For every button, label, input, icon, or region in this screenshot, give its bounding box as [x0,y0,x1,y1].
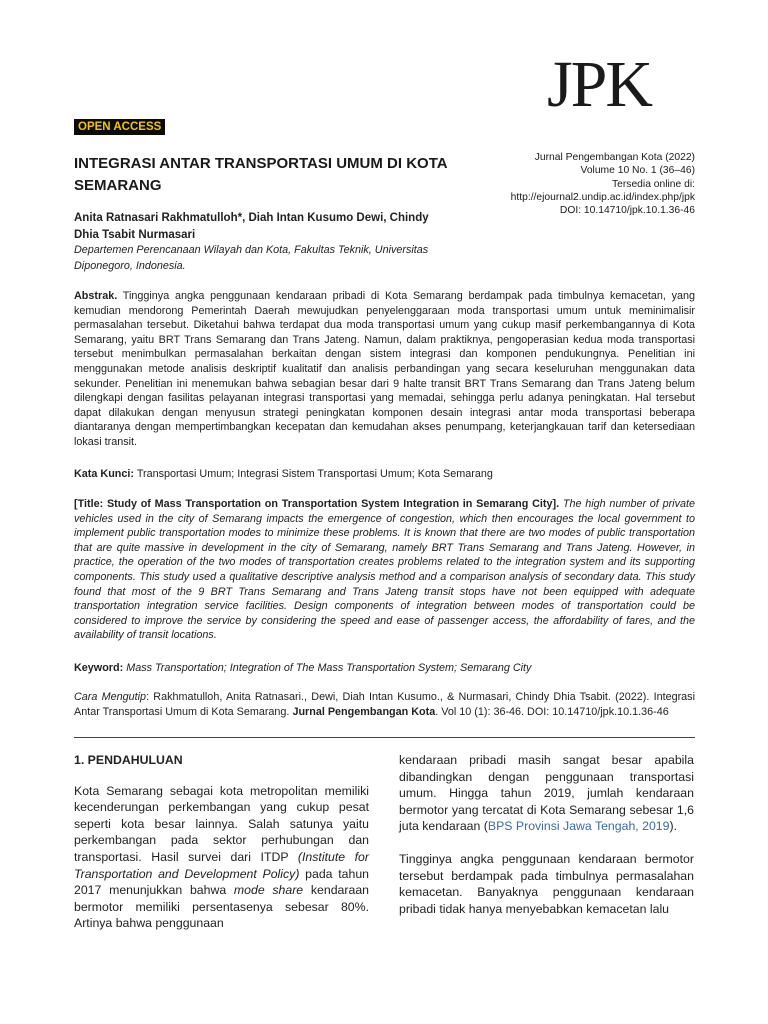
citation-text-2: . Vol 10 (1): 36-46. DOI: 10.14710/jpk.10.1.36-46 [435,705,669,718]
english-title: [Title: Study of Mass Transportation on Transportation System Integration in Semarang City]. [74,498,560,510]
journal-logo: JPK [547,48,652,121]
citation-journal: Jurnal Pengembangan Kota [292,705,436,718]
keyword-label: Keyword: [74,662,124,674]
divider [74,737,695,738]
kata-kunci [74,467,695,482]
journal-volume: Volume 10 No. 1 (36–46) [580,165,695,177]
intro-text: pada tahun 2017 menunjukkan bahwa [74,866,369,898]
intro-text: kendaraan bermotor memiliki persentasenya sebesar 80%. Artinya bahwa penggunaan [74,883,369,931]
intro-text: Kota Semarang sebagai kota metropolitan memiliki kecenderungan perkembangan yang cukup pesat seperti kota besar lainnya. Salah satunya yaitu perkembangan pada sektor perhubungan dan transportasi. Hasil survei dari ITDP [74,783,369,864]
journal-url-link[interactable]: http://ejournal2.undip.ac.id/index.php/jpk [510,191,695,203]
intro-paragraph-1 [74,783,369,932]
citation-label: Cara Mengutip [74,691,147,703]
bps-citation-link[interactable]: BPS Provinsi Jawa Tengah, 2019 [487,819,670,834]
kata-kunci-label: Kata Kunci: [74,468,134,480]
right-column [399,752,694,917]
english-abstract-text: The high number of private vehicles used in the city of Semarang impacts the emergence of congestion, which then encourages the local government to implement public transportation modes to minimize these problems. It is known that there are two modes of public transportation that are quite massive in development in the city of Semarang, namely BRT Trans Semarang and Trans Jateng. However, in practice, the operation of the two modes of transportation creates problems related to the integration system and its supporting components. This study used a qualitative descriptive analysis method and a comparison analysis of secondary data. This study found that most of the 9 BRT Trans Semarang and Trans Jateng transit stops have not been equipped with adequate transportation integration service facilities. Design components of integration between modes of transportation could be considered to improve the service by considering the speed and ease of passenger access, the affordability of fares, and the availability of transit locations. [74,498,695,642]
paper-title: INTEGRASI ANTAR TRANSPORTASI UMUM DI KOTA SEMARANG [74,155,448,194]
intro-text: kendaraan pribadi masih sangat besar apabila dibandingkan dengan penggunaan transportasi umum. Hingga tahun 2019, jumlah kendaraan bermotor yang tercatat di Kota Semarang sebesar 1,6 juta kendaraan ( [399,753,694,834]
affiliation: Departemen Perencanaan Wilayah dan Kota, Fakultas Teknik, Universitas Diponegoro, Indonesia. [74,244,429,272]
intro-text: ). [669,819,677,834]
abstract-label: Abstrak. [74,290,118,302]
journal-info [435,151,695,217]
intro-paragraph-1-cont [399,752,694,835]
keyword [74,661,695,676]
section-heading: 1. PENDAHULUAN [74,753,183,767]
open-access-badge: OPEN ACCESS [74,119,165,135]
abstract [74,289,695,450]
citation [74,690,695,719]
journal-doi[interactable]: DOI: 10.14710/jpk.10.1.36-46 [559,205,695,217]
left-column [74,752,369,932]
keyword-text: Mass Transportation; Integration of The Mass Transportation System; Semarang City [126,662,532,674]
itdp-expansion: (Institute for Transportation and Development Policy) [74,849,369,881]
author-list: Anita Ratnasari Rakhmatulloh*, Diah Intan Kusumo Dewi, Chindy Dhia Tsabit Nurmasari [74,212,429,241]
citation-text-1: : Rakhmatulloh, Anita Ratnasari., Dewi, Diah Intan Kusumo., & Nurmasari, Chindy Dhia Tsabit. (2022). Integrasi Antar Transportasi Umum di Kota Semarang. [74,691,695,718]
journal-online-label: Tersedia online di: [612,178,695,190]
kata-kunci-text: Transportasi Umum; Integrasi Sistem Transportasi Umum; Kota Semarang [136,468,493,480]
mode-share-term: mode share [233,883,304,898]
intro-paragraph-2: Tingginya angka penggunaan kendaraan bermotor tersebut berdampak pada timbulnya permasalahan kemacetan. Banyaknya penggunaan kendaraan pribadi tidak hanya menyebabkan kemacetan lalu [399,851,694,916]
journal-name: Jurnal Pengembangan Kota (2022) [534,152,695,163]
abstract-text: Tingginya angka penggunaan kendaraan pribadi di Kota Semarang berdampak pada timbulnya kemacetan, yang kemudian mendorong Pemerintah Daerah mewujudkan penyelenggaraan moda transportasi umum untuk meminimalisir permasalahan tersebut. Diketahui bahwa terdapat dua moda transportasi umum yang cukup masif perkembangannya di Kota Semarang, yaitu BRT Trans Semarang dan Trans Jateng. Namun, dalam praktiknya, pengoperasian kedua moda transportasi tersebut menimbulkan permasalahan berkaitan dengan sistem integrasi dan komponen pendukungnya. Penelitian ini menggunakan metode analisis deskriptif kualitatif dan analisis perbandingan yang secara keseluruhan menggunakan data sekunder. Penelitian ini menemukan bahwa sebagian besar dari 9 halte transit BRT Trans Semarang dan Trans Jateng belum dilengkapi dengan fasilitas pelayanan integrasi transportasi yang memadai, sehingga perlu adanya peningkatan. Hal tersebut dapat dilakukan dengan menyusun strategi peningkatan komponen desain integrasi antar moda transportasi beberapa diantaranya dengan mempertimbangkan kecepatan dan kemudahan akses penumpang, keterjangkauan tarif dan ketersediaan lokasi transit. [74,290,695,448]
english-abstract [74,497,695,643]
